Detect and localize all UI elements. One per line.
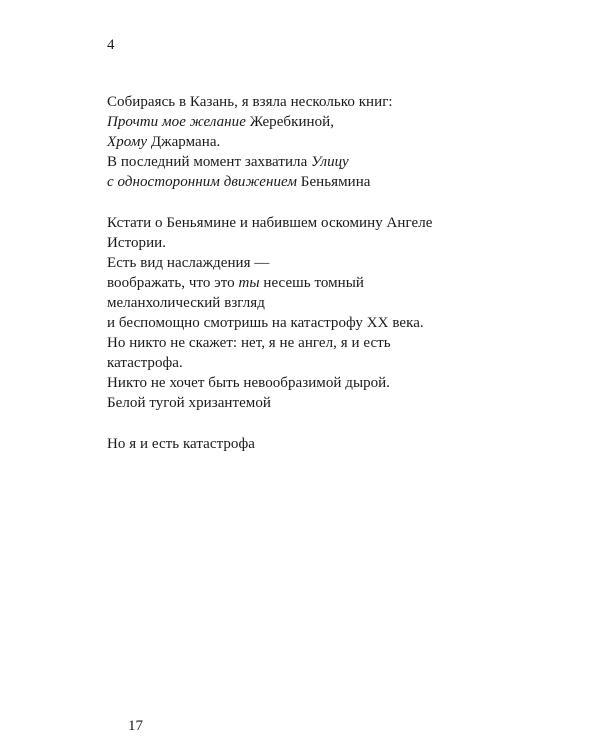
text-segment: Белой тугой хризантемой — [107, 395, 271, 411]
italic-segment: Прочти мое желание — [107, 114, 246, 130]
stanza — [107, 434, 432, 454]
stanza — [107, 92, 432, 192]
poem-text — [107, 92, 432, 474]
poem-line — [107, 434, 432, 454]
text-segment: Жеребкиной, — [245, 114, 335, 130]
text-segment: Но я и есть катастрофа — [107, 436, 255, 452]
text-segment: Беньямина — [297, 174, 371, 190]
text-segment: Джармана. — [147, 134, 221, 150]
text-segment: воображать, что это — [107, 275, 239, 291]
poem-line — [107, 132, 432, 152]
page-number: 17 — [128, 718, 143, 734]
section-number: 4 — [107, 37, 115, 53]
poem-line — [107, 112, 432, 132]
text-segment: Кстати о Беньямине и набившем оскомину Ангеле — [107, 215, 433, 231]
italic-segment: Улицу — [311, 154, 349, 170]
text-segment: меланхолический взгляд — [107, 295, 265, 311]
poem-line — [107, 253, 432, 273]
text-segment: В последний момент захватила — [107, 154, 312, 170]
poem-line — [107, 213, 432, 233]
italic-segment: Хрому — [107, 134, 148, 150]
text-segment: Истории. — [107, 235, 167, 251]
poem-line — [107, 393, 432, 413]
poem-line — [107, 333, 432, 353]
poem-line — [107, 353, 432, 373]
text-segment: и беспомощно смотришь на катастрофу XX века. — [107, 315, 424, 331]
italic-segment: с односторонним движением — [107, 174, 297, 190]
poem-line — [107, 293, 432, 313]
poem-line — [107, 313, 432, 333]
poem-line — [107, 373, 432, 393]
poem-line — [107, 273, 432, 293]
poem-line — [107, 233, 432, 253]
text-segment: катастрофа. — [107, 355, 183, 371]
stanza — [107, 213, 432, 413]
text-segment: Есть вид наслаждения — — [107, 255, 270, 271]
poem-line — [107, 172, 432, 192]
text-segment: Никто не хочет быть невообразимой дырой. — [107, 375, 391, 391]
poem-line — [107, 152, 432, 172]
text-segment: Но никто не скажет: нет, я не ангел, я и есть — [107, 335, 391, 351]
poem-line — [107, 92, 432, 112]
italic-segment: ты — [238, 275, 260, 291]
text-segment: несешь томный — [259, 275, 364, 291]
text-segment: Собираясь в Казань, я взяла несколько книг: — [107, 94, 393, 110]
